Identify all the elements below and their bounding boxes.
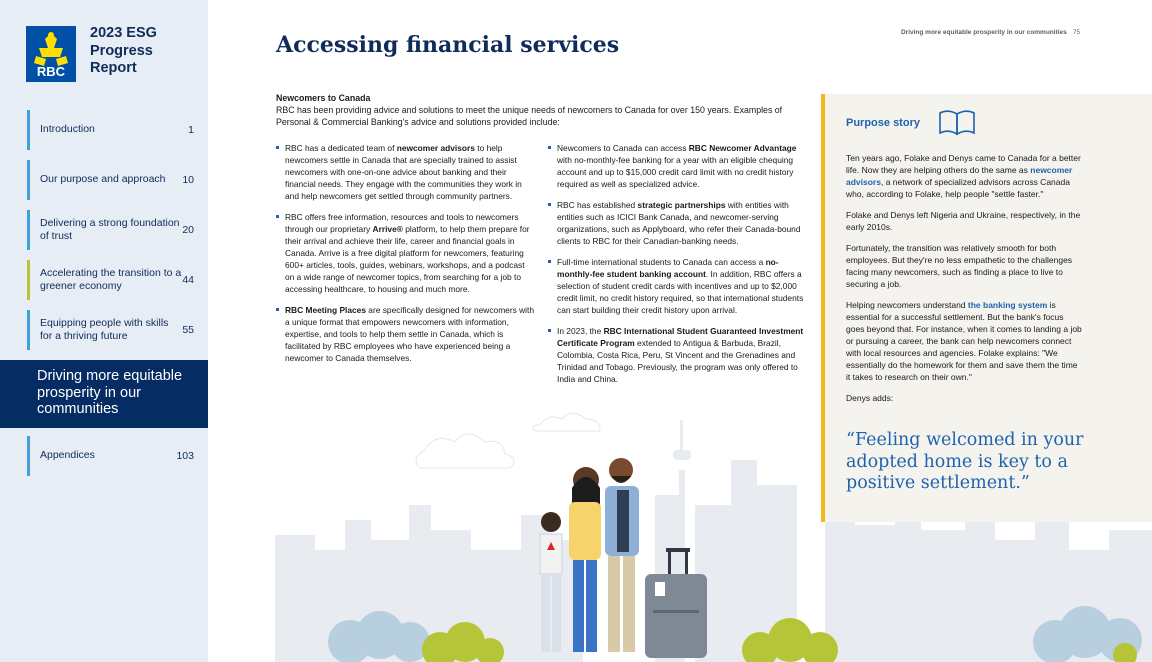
bullet-item: Newcomers to Canada can access RBC Newcomer Advantage with no-monthly-fee banking for a year with an eligible chequing account and up to $15,000 credit card limit with no credit history required as well as specialized advice.	[548, 142, 810, 190]
nav-item-equitable-prosperity[interactable]	[0, 360, 208, 428]
story-paragraph: Denys adds:	[846, 393, 894, 403]
nav-item-label: Delivering a strong foundation of trust	[40, 216, 180, 242]
nav-item-page: 1	[188, 124, 194, 136]
story-paragraph: Folake and Denys left Nigeria and Ukraine, respectively, in the early 2010s.	[846, 210, 1081, 232]
rbc-logo[interactable]	[26, 26, 76, 82]
nav-item-introduction[interactable]	[27, 110, 208, 150]
sidebar	[0, 0, 208, 662]
page-number: 75	[1072, 29, 1080, 36]
purpose-story-heading: Purpose story	[846, 117, 920, 129]
nav-item-page: 103	[176, 450, 194, 462]
bullet-item: In 2023, the RBC International Student Guaranteed Investment Certificate Program extended to Antigua & Barbuda, Brazil, Colombia, Costa Rica, Peru, St Vincent and the Grenadines and Trinidad and Tobago. Previously, the program was only offered to India and China.	[548, 325, 810, 385]
pull-quote: “Feeling welcomed in your adopted home is key to a positive settlement.”	[846, 430, 1084, 493]
nav-item-appendices[interactable]	[27, 436, 208, 476]
story-paragraph: Ten years ago, Folake and Denys came to Canada for a better life. Now they are helping others do the same as newcomer advisors, a network of specialized advisors across Canada who, according to Folake, help people "settle faster."	[846, 153, 1081, 199]
nav-item-purpose[interactable]	[27, 160, 208, 200]
purpose-story-body	[846, 152, 1084, 413]
bullets-column-right	[548, 142, 810, 394]
report-title: 2023 ESG Progress Report	[90, 25, 157, 76]
nav-item-label: Driving more equitable prosperity in our communities	[37, 368, 183, 417]
running-head	[860, 29, 1080, 36]
nav-item-label: Appendices	[40, 449, 95, 462]
nav-item-label: Introduction	[40, 123, 95, 136]
purpose-story-panel	[821, 94, 1152, 522]
page-title: Accessing financial services	[276, 32, 620, 58]
intro-text: RBC has been providing advice and solutions to meet the unique needs of newcomers to Canada for over 150 years. Examples of Personal & Commercial Banking's advice and solutions provided include:	[276, 105, 783, 127]
open-book-icon	[938, 108, 976, 136]
nav-item-label: Accelerating the transition to a greener economy	[40, 266, 182, 292]
nav-item-greener-economy[interactable]	[27, 260, 208, 300]
nav-item-label: Our purpose and approach	[40, 173, 166, 186]
nav-item-label: Equipping people with skills for a thriving future	[40, 316, 169, 342]
nav-item-page: 20	[182, 224, 194, 236]
bullet-item: Full-time international students to Canada can access a no-monthly-fee student banking account. In addition, RBC offers a selection of student credit cards with incentives and up to $2,000 credit limit, no credit history required, so that international students can start building their credit history upon arrival.	[548, 256, 810, 316]
svg-text:RBC: RBC	[36, 64, 66, 79]
nav-item-page: 44	[182, 274, 194, 286]
bullet-item: RBC Meeting Places are specifically designed for newcomers with a unique format that empowers newcomers with information, expertise, and tools to help them settle in Canada, which is facilitated by RBC employees who have experienced being a newcomer to Canada themselves.	[276, 304, 536, 364]
banking-system-link[interactable]: the banking system	[967, 300, 1048, 310]
bullet-item: RBC has established strategic partnerships with entities with entities such as ICICI Bank Canada, and newcomer-serving organizations, such as Applyboard, who refer their Canada-bound clients to RBC for their Canadian-banking needs.	[548, 199, 810, 247]
nav-item-skills[interactable]	[27, 310, 208, 350]
bullet-item: RBC has a dedicated team of newcomer advisors to help newcomers settle in Canada that are specially trained to assist newcomers with one-on-one advice about banking and their financial needs. They engage with the communities they work in and help newcomers get settled through community partners.	[276, 142, 536, 202]
bullets-column-left	[276, 142, 536, 373]
story-paragraph: Helping newcomers understand the banking system is essential for a successful settlement. But the bank's focus goes beyond that. For instance, when it comes to landing a job or pursuing a career, the bank can help newcomers connect with local resources and agencies. Folake explains: "We essentially do the homework for them and save them the time it takes to research on their own."	[846, 300, 1082, 382]
nav-item-trust[interactable]	[27, 210, 208, 250]
bullet-item: RBC offers free information, resources and tools to newcomers through our proprietary Arrive® platform, to help them prepare for their arrival and achieve their life, career and financial goals in Canada. Arrive is a free digital platform for newcomers, featuring 600+ articles, tools, guides, webinars, workshops, and a podcast on a wide range of newcomer topics, from searching for a job to accessing healthcare, to housing and much more.	[276, 211, 536, 295]
nav-item-page: 55	[182, 324, 194, 336]
intro	[276, 92, 796, 128]
newcomer-advisors-link[interactable]: newcomer advisors	[846, 165, 1073, 187]
story-paragraph: Fortunately, the transition was relatively smooth for both employees. But they're no less empathetic to the challenges facing many newcomers, such as finding a place to live to securing a job.	[846, 243, 1073, 289]
running-head-text: Driving more equitable prosperity in our communities	[900, 29, 1067, 36]
nav-item-page: 10	[182, 174, 194, 186]
section-heading: Newcomers to Canada	[276, 93, 371, 103]
